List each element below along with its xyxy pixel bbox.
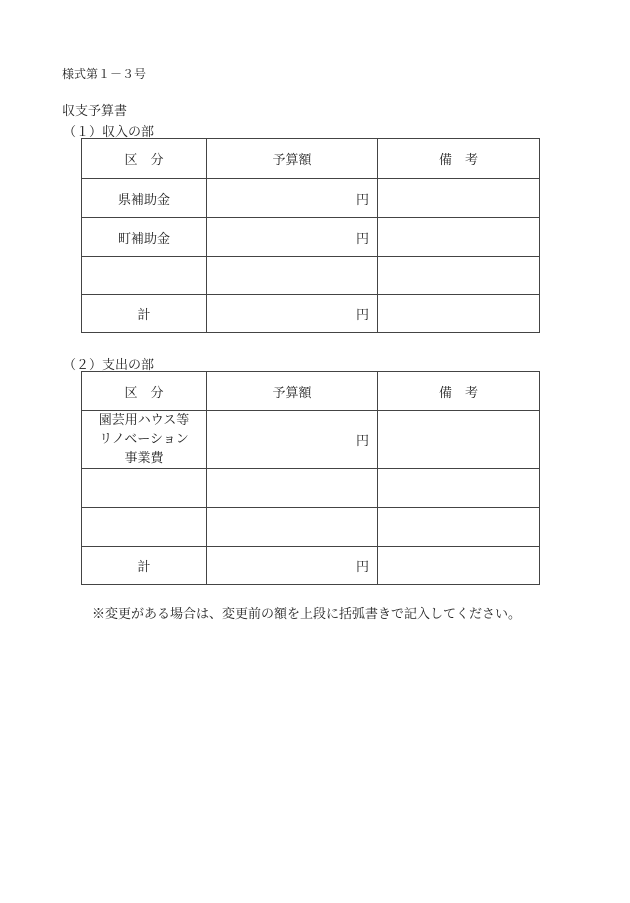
remarks-cell[interactable]	[378, 218, 540, 257]
total-label: 計	[82, 295, 207, 333]
amount-cell[interactable]: 円	[207, 179, 378, 218]
note-text: ※変更がある場合は、変更前の額を上段に括弧書きで記入してください。	[92, 607, 522, 622]
table-row	[82, 411, 540, 469]
amount-cell[interactable]: 円	[207, 218, 378, 257]
expense-table	[81, 371, 540, 585]
expense-header-row	[82, 372, 540, 411]
form-number: 様式第１－３号	[62, 67, 147, 81]
amount-cell[interactable]	[207, 469, 378, 508]
document-title: 収支予算書	[62, 104, 128, 119]
table-row	[82, 179, 540, 218]
total-row	[82, 295, 540, 333]
category-line: 園芸用ハウス等	[98, 413, 190, 428]
header-amount: 予算額	[207, 372, 378, 411]
category-cell[interactable]	[82, 257, 207, 295]
income-header-row	[82, 139, 540, 179]
remarks-cell[interactable]	[378, 411, 540, 469]
category-cell: 県補助金	[82, 179, 207, 218]
table-row	[82, 508, 540, 547]
header-remarks: 備 考	[378, 139, 540, 179]
total-amount-cell[interactable]: 円	[207, 295, 378, 333]
table-row	[82, 257, 540, 295]
table-row	[82, 469, 540, 508]
amount-cell[interactable]	[207, 508, 378, 547]
amount-cell[interactable]: 円	[207, 411, 378, 469]
category-cell: 町補助金	[82, 218, 207, 257]
table-row	[82, 218, 540, 257]
remarks-cell[interactable]	[378, 295, 540, 333]
expense-section-heading: （２）支出の部	[63, 358, 155, 373]
remarks-cell[interactable]	[378, 547, 540, 585]
category-cell[interactable]	[82, 508, 207, 547]
category-line: リノベーション	[99, 432, 189, 447]
remarks-cell[interactable]	[378, 508, 540, 547]
remarks-cell[interactable]	[378, 257, 540, 295]
total-amount-cell[interactable]: 円	[207, 547, 378, 585]
category-cell[interactable]	[82, 469, 207, 508]
total-label: 計	[82, 547, 207, 585]
remarks-cell[interactable]	[378, 469, 540, 508]
category-line: 事業費	[124, 451, 164, 466]
income-table	[81, 138, 540, 333]
category-cell	[82, 411, 207, 469]
amount-cell[interactable]	[207, 257, 378, 295]
header-category: 区 分	[82, 372, 207, 411]
income-section-heading: （１）収入の部	[63, 125, 155, 140]
total-row	[82, 547, 540, 585]
header-remarks: 備 考	[378, 372, 540, 411]
header-amount: 予算額	[207, 139, 378, 179]
header-category: 区 分	[82, 139, 207, 179]
remarks-cell[interactable]	[378, 179, 540, 218]
